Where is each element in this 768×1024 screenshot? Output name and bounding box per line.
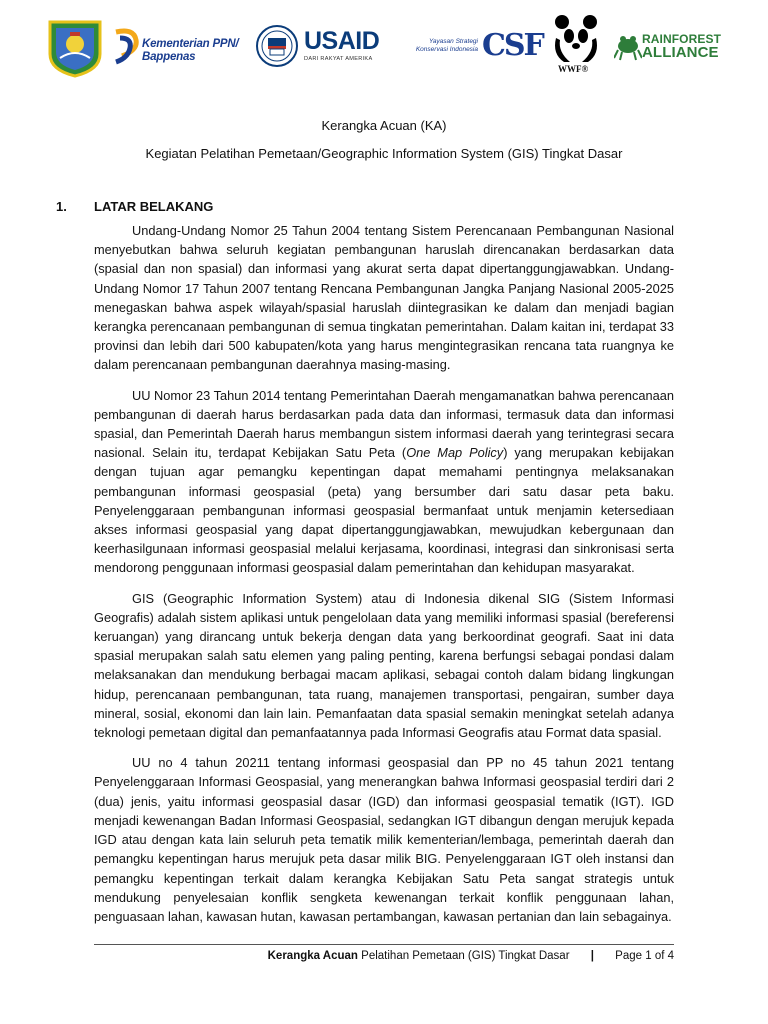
- page-footer: [268, 950, 674, 962]
- document-title: Kerangka Acuan (KA): [321, 118, 447, 133]
- paragraph-2: [94, 386, 674, 578]
- wwf-logo: [548, 14, 604, 80]
- bappenas-logo: [112, 20, 250, 74]
- frog-icon: [614, 32, 642, 62]
- usaid-tagline: DARI RAKYAT AMERIKA: [304, 56, 373, 62]
- usaid-logo: [252, 22, 390, 72]
- footer-divider: [94, 944, 674, 945]
- paragraph-2-italic: One Map Policy: [406, 445, 504, 461]
- paragraph-2-part-2: ) yang merupakan kebijakan dengan tujuan agar pemangku kepentingan dapat memahami pentingnya melaksanakan pembangunan informasi geospasial (peta) yang bersumber dari satu dasar peta baku. Penyelenggaraan pembangunan informasi geospasial bermanfaat untuk menjamin ketersediaan akses informasi geospasial yang dapat dipertanggungjawabkan, mewujudkan kebergunaan dan keerhasilgunaan informasi geospasial melalui kerjasama, koordinasi, integrasi dan sinkronisasi serta mendorong penggunaan informasi geospasial dalam pemerintahan dan kehidupan masyarakat.: [94, 445, 674, 576]
- paragraph-1: Undang-Undang Nomor 25 Tahun 2004 tentang Sistem Perencanaan Pembangunan Nasional menyebutkan bahwa seluruh kegiatan pembangunan haruslah direncanakan berdasarkan data (spasial dan non spasial) dan informasi yang akurat serta dapat dipertanggungjawabkan. Undang-Undang Nomor 17 Tahun 2007 tentang Rencana Pembangunan Jangka Panjang Nasional 2005-2025 menegaskan bahwa aspek wilayah/spasial haruslah diintegrasikan ke dalam dan menjadi bagian kerangka perencanaan pembangunan di semua tingkatan pemerintahan. Dalam kaitan ini, terdapat 33 provinsi dan lebih dari 500 kabupaten/kota yang harus mengintegrasikan rencana tata ruangnya ke dalam perencanaan pembangunan daerahnya masing-masing.: [94, 223, 674, 373]
- document-subtitle: Kegiatan Pelatihan Pemetaan/Geographic Information System (GIS) Tingkat Dasar: [145, 146, 623, 161]
- rainforest-alliance-logo: [614, 28, 726, 68]
- section-name: LATAR BELAKANG: [94, 199, 214, 214]
- bappenas-swoosh-icon: [112, 26, 142, 66]
- csf-name-line1: Yayasan Strategi: [428, 38, 478, 45]
- wwf-wordmark: WWF®: [558, 64, 589, 74]
- panda-icon: [548, 14, 604, 64]
- body-text: [94, 221, 674, 937]
- footer-separator: |: [590, 950, 594, 962]
- kabupaten-emblem-logo: [46, 18, 104, 78]
- bappenas-name-line1: Kementerian PPN/: [142, 38, 239, 50]
- usaid-seal-icon: [254, 24, 300, 68]
- section-number: 1.: [56, 199, 67, 214]
- csf-name-line2: Konservasi Indonesia: [415, 46, 478, 53]
- usaid-wordmark: USAID: [304, 27, 380, 55]
- page-number: Page 1 of 4: [615, 950, 674, 962]
- paragraph-2-part-1: UU Nomor 23 Tahun 2014 tentang Pemerintahan Daerah mengamanatkan bahwa perencanaan pembangunan di daerah harus berdasarkan pada data dan informasi, termasuk data dan informasi spasial, dan Pemerintah Daerah harus membangun sistem informasi daerah yang terintegrasi secara nasional. Selain itu, terdapat Kebijakan Satu Peta (: [94, 387, 674, 461]
- paragraph-4: UU no 4 tahun 20211 tentang informasi geospasial dan PP no 45 tahun 2021 tentang Penyelenggaraan Informasi Geospasial, yang menerangkan bahwa Informasi geospasial terdiri dari 2 (dua) jenis, yaitu informasi geospasial dasar (IGD) dan informasi geospasial tematik (IGT). IGD menjadi kewenangan Badan Informasi Geospasial, sedangkan IGT dibangun dengan merujuk kepada IGD atau dengan kata lain seluruh peta tematik milik kementerian/lembaga, pemerintah daerah dan pemangku kepentingan harus merujuk peta dasar milik BIG. Penyelenggaraan IGT oleh instansi dan pemangku kepentingan terkait dalam kerangka Kebijakan Satu Peta sangat strategis untuk mendukung penyelesaian konflik sengketa kewenangan terkait konflik penggunaan lahan, penguasaan lahan, kawasan hutan, kawasan pertambangan, kawasan pertanian dan lain sebagainya.: [94, 755, 674, 924]
- bappenas-name-line2: Bappenas: [142, 51, 196, 63]
- shield-icon: [46, 18, 104, 78]
- footer-doc-title: Pelatihan Pemetaan (GIS) Tingkat Dasar: [361, 950, 570, 962]
- footer-doc-type: Kerangka Acuan: [267, 950, 358, 962]
- rfa-line2: ALLIANCE: [642, 44, 719, 61]
- csf-logo: [398, 24, 543, 74]
- rfa-line1: RAINFOREST: [642, 32, 721, 46]
- paragraph-3: GIS (Geographic Information System) atau di Indonesia dikenal SIG (Sistem Informasi Geografis) adalah sistem aplikasi untuk pengelolaan data yang memiliki informasi spasial (bereferensi keruangan) yang dirancang untuk bekerja dengan data yang berkoordinat geografi. Saat ini data spasial merupakan salah satu elemen yang paling penting, karena berfungsi sebagai pondasi dalam melaksanakan dan mendukung berbagai macam aplikasi, sebagai contoh dalam bidang lingkungan hidup, perencanaan pembangunan, tata ruang, manajemen transportasi, pengairan, sumber daya mineral, sosial, ekonomi dan lain lain. Pemanfaatan data spasial semakin meningkat setelah adanya teknologi pemetaan digital dan pemanfaatannya pada Informasi Geografis atau Format data spasial.: [94, 590, 674, 741]
- logo-strip: [0, 0, 768, 100]
- csf-mark: CSF: [482, 28, 543, 63]
